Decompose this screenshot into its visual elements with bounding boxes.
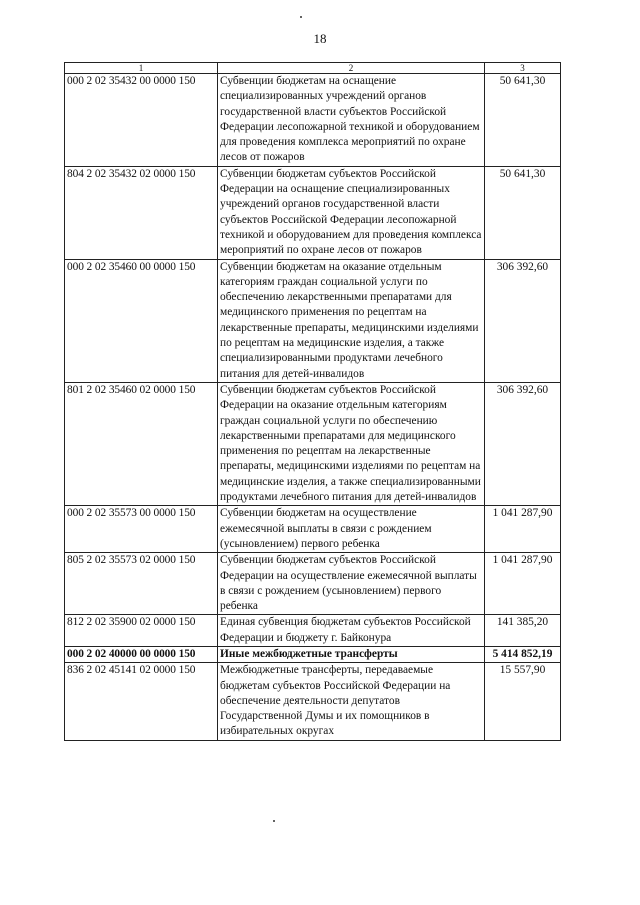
budget-code-cell: 801 2 02 35460 02 0000 150 [65, 382, 218, 505]
description-cell: Единая субвенция бюджетам субъектов Российской Федерации и бюджету г. Байконура [218, 615, 485, 647]
budget-code-cell: 812 2 02 35900 02 0000 150 [65, 615, 218, 647]
table-row [65, 259, 561, 382]
budget-code-cell: 836 2 02 45141 02 0000 150 [65, 663, 218, 740]
description-cell: Субвенции бюджетам субъектов Российской Федерации на оснащение специализированных учреждений органов государственной власти субъектов Российской Федерации лесопожарной техникой и оборудованием для проведения комплекса мероприятий по охране лесов от пожаров [218, 166, 485, 259]
table-row [65, 74, 561, 167]
amount-cell: 15 557,90 [485, 663, 561, 740]
description-cell: Субвенции бюджетам субъектов Российской Федерации на осуществление ежемесячной выплаты в связи с рождением (усыновлением) первого ребенка [218, 553, 485, 615]
budget-code-cell: 000 2 02 35573 00 0000 150 [65, 506, 218, 553]
column-number: 3 [485, 63, 561, 74]
table-row [65, 646, 561, 662]
scan-speck [300, 16, 302, 18]
budget-code-cell: 804 2 02 35432 02 0000 150 [65, 166, 218, 259]
budget-code-cell: 000 2 02 35460 00 0000 150 [65, 259, 218, 382]
budget-code-cell: 000 2 02 40000 00 0000 150 [65, 646, 218, 662]
amount-cell: 1 041 287,90 [485, 553, 561, 615]
budget-code-cell: 000 2 02 35432 00 0000 150 [65, 74, 218, 167]
budget-code-cell: 805 2 02 35573 02 0000 150 [65, 553, 218, 615]
table-row [65, 506, 561, 553]
column-number: 2 [218, 63, 485, 74]
description-cell: Субвенции бюджетам на оснащение специализированных учреждений органов государственной власти субъектов Российской Федерации лесопожарной техникой и оборудованием для проведения комплекса мероприятий по охране лесов от пожаров [218, 74, 485, 167]
amount-cell: 306 392,60 [485, 259, 561, 382]
table-row [65, 663, 561, 740]
table-row [65, 166, 561, 259]
amount-cell: 50 641,30 [485, 74, 561, 167]
amount-cell: 50 641,30 [485, 166, 561, 259]
amount-cell: 1 041 287,90 [485, 506, 561, 553]
table-row [65, 382, 561, 505]
page-number: 18 [313, 31, 327, 46]
column-number: 1 [65, 63, 218, 74]
budget-table [64, 62, 561, 741]
amount-cell: 141 385,20 [485, 615, 561, 647]
description-cell: Субвенции бюджетам субъектов Российской Федерации на оказание отдельным категориям граждан социальной услуги по обеспечению лекарственными препаратами для медицинского применения по рецептам на лекарственные препараты, медицинскими изделиями по рецептам на медицинские изделия, а также специализированными продуктами лечебного питания для детей-инвалидов [218, 382, 485, 505]
amount-cell: 306 392,60 [485, 382, 561, 505]
description-cell: Иные межбюджетные трансферты [218, 646, 485, 662]
description-cell: Субвенции бюджетам на оказание отдельным категориям граждан социальной услуги по обеспечению лекарственными препаратами для медицинского применения по рецептам на лекарственные препараты, медицинскими изделиями по рецептам на медицинские изделия, а также специализированными продуктами лечебного питания для детей-инвалидов [218, 259, 485, 382]
description-cell: Субвенции бюджетам на осуществление ежемесячной выплаты в связи с рождением (усыновлением) первого ребенка [218, 506, 485, 553]
table-row [65, 553, 561, 615]
amount-cell: 5 414 852,19 [485, 646, 561, 662]
table-body [65, 74, 561, 741]
scan-speck [273, 820, 275, 822]
column-number-row [65, 63, 561, 74]
table-row [65, 615, 561, 647]
description-cell: Межбюджетные трансферты, передаваемые бюджетам субъектов Российской Федерации на обеспечение деятельности депутатов Государственной Думы и их помощников в избирательных округах [218, 663, 485, 740]
